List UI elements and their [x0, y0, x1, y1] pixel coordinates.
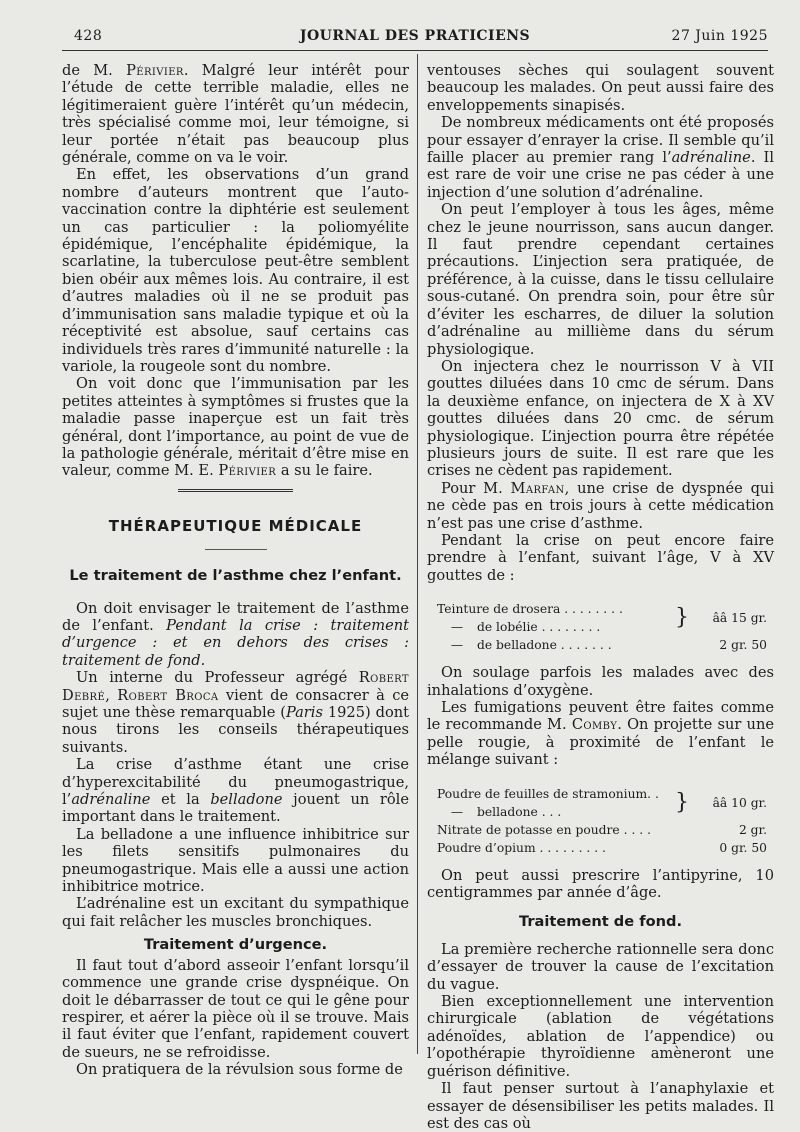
page-number: 428 [74, 28, 103, 44]
prescription-row: — de lobélie . . . . . . . . [450, 620, 601, 635]
paragraph: On peut aussi prescrire l’antipyrine, 10 centigrammes par année d’âge. [427, 866, 774, 902]
section-separator [178, 489, 293, 492]
paragraph: On voit donc que l’immunisation par les petites atteintes à symptômes si frustes que la maladie passe inaperçue est un fait très général, dont l’importance, au point de vue de la pathologie générale, méritait d’être mise en valeur, comme M. E. Périvier a su le faire. [62, 375, 409, 480]
prescription-row: Poudre d’opium . . . . . . . . . 0 gr. 50 [437, 840, 767, 855]
right-column [427, 62, 774, 1132]
prescription-table-2 [437, 785, 767, 857]
paragraph: ventouses sèches qui soulagent souvent beaucoup les malades. On peut aussi faire des enveloppements sinapisés. [427, 62, 774, 114]
prescription-row: — de belladone . . . . . . . 2 gr. 50 [450, 638, 767, 653]
section-title: THÉRAPEUTIQUE MÉDICALE [108, 516, 363, 535]
title-separator [205, 549, 267, 550]
article-title: Le traitement de l’asthme chez l’enfant. [69, 567, 402, 585]
header-rule [62, 50, 768, 51]
paragraph: On pratiquera de la révulsion sous forme de [76, 1061, 403, 1079]
journal-title: JOURNAL DES PRATICIENS [299, 28, 531, 44]
author-name: Robert Debré [62, 669, 409, 704]
paragraph: La crise d’asthme étant une crise d’hyperexcitabilité du pneumogastrique, l’adrénaline et la belladone jouent un rôle important dans le traitement. [62, 756, 409, 826]
prescription-row: Nitrate de potasse en poudre . . . . 2 gr. [437, 822, 767, 837]
paragraph: En effet, les observations d’un grand nombre d’auteurs montrent que l’auto-vaccination contre la diphtérie est seulement un cas particulier : la poliomyélite épidémique, l’encéphalite épidémique, la scarlatine, la tuberculose peut-être semblent bien obéir aux mêmes lois. Au contraire, il est d’autres maladies où il ne se produit pas d’immunisation sans maladie typique et où la réceptivité est absolue, sauf certains cas individuels très rares d’immunité naturelle : la variole, la rougeole sont du nombre. [62, 166, 409, 375]
brace: } [675, 789, 689, 815]
paragraph: De nombreux médicaments ont été proposés pour essayer d’enrayer la crise. Il semble qu’il faille placer au premier rang l’adrénaline. Il est rare de voir une crise ne pas céder à une injection d’une solution d’adrénaline. [427, 114, 774, 201]
prescription-row: Poudre de feuilles de stramonium. . } ââ 10 gr. [437, 785, 767, 803]
paragraph: de M. Périvier. Malgré leur intérêt pour l’étude de cette terrible maladie, elles ne légitimeraient guère l’intérêt qu’un médecin, très spécialisé comme moi, leur témoigne, si leur portée n’était pas beaucoup plus générale, comme on va le voir. [62, 62, 409, 167]
author-name: Robert Broca [117, 686, 219, 704]
paragraph: Pour M. Marfan, une crise de dyspnée qui ne cède pas en trois jours à cette médication n’est pas une crise d’asthme. [427, 479, 774, 532]
paragraph: Il faut tout d’abord asseoir l’enfant lorsqu’il commence une grande crise dyspnéique. On doit le débarrasser de tout ce qui le gêne pour respirer, et aérer la pièce où il se trouve. Mais il faut éviter que l’enfant, rapidement couvert de sueurs, ne se refroidisse. [62, 956, 409, 1061]
paragraph: Les fumigations peuvent être faites comme le recommande M. Comby. On projette sur une pelle rougie, à proximité de l’enfant le mélange suivant : [427, 699, 774, 769]
prescription-table-1 [437, 600, 767, 654]
paragraph: On soulage parfois les malades avec des inhalations d’oxygène. [427, 664, 774, 699]
paragraph: On doit envisager le traitement de l’asthme de l’enfant. Pendant la crise : traitement d’urgence : et en dehors des crises : traitement de fond. [62, 599, 409, 669]
paragraph: La première recherche rationnelle sera donc d’essayer de trouver la cause de l’excitation du vague. [427, 940, 774, 993]
subheading-urgence: Traitement d’urgence. [143, 936, 328, 954]
author-name: Périvier [218, 462, 277, 480]
left-column [62, 62, 409, 1079]
paragraph: Pendant la crise on peut encore faire prendre à l’enfant, suivant l’âge, V à XV gouttes de : [427, 531, 774, 584]
subheading-fond: Traitement de fond. [518, 913, 682, 931]
author-name: Comby [571, 716, 618, 734]
paragraph: On injectera chez le nourrisson V à VII gouttes diluées dans 10 cmc de sérum. Dans la deuxième enfance, on injectera de X à XV gouttes diluées dans 20 cmc. de sérum physiologique. L’injection pourra être répétée plusieurs jours de suite. Il est rare que les crises ne cèdent pas rapidement. [427, 357, 774, 480]
paragraph: Bien exceptionnellement une intervention chirurgicale (ablation de végétations adénoïdes, ablation de l’appendice) ou l’opothérapie thyroïdienne amèneront une guérison définitive. [427, 993, 774, 1080]
column-divider [417, 54, 418, 1054]
prescription-row: — belladone . . . [450, 804, 562, 819]
paragraph: L’adrénaline est un excitant du sympathique qui fait relâcher les muscles bronchiques. [62, 895, 409, 930]
running-header [62, 28, 768, 50]
paragraph: Un interne du Professeur agrégé Robert Debré, Robert Broca vient de consacrer à ce sujet une thèse remarquable (Paris 1925) dont nous tirons les conseils thérapeutiques suivants. [62, 669, 410, 756]
paragraph: La belladone a une influence inhibitrice sur les filets sensitifs pulmonaires du pneumogastrique. Mais elle a aussi une action inhibitrice motrice. [62, 825, 409, 896]
paragraph: On peut l’employer à tous les âges, même chez le jeune nourrisson, sans aucun danger. Il faut prendre cependant certaines précautions. L’injection sera pratiquée, de préférence, à la cuisse, dans le tissu cellulaire sous-cutané. On prendra soin, pour être sûr d’éviter les escharres, de diluer la solution d’adrénaline au millième dans du sérum physiologique. [427, 201, 774, 358]
author-name: Périvier [126, 62, 184, 79]
issue-date: 27 Juin 1925 [671, 28, 768, 44]
paragraph: Il faut penser surtout à l’anaphylaxie et essayer de désensibiliser les petits malades. Il est des cas où [427, 1080, 774, 1132]
prescription-row: Teinture de drosera . . . . . . . . } ââ 15 gr. [437, 600, 767, 618]
author-name: Marfan [510, 479, 565, 497]
brace: } [675, 605, 689, 631]
